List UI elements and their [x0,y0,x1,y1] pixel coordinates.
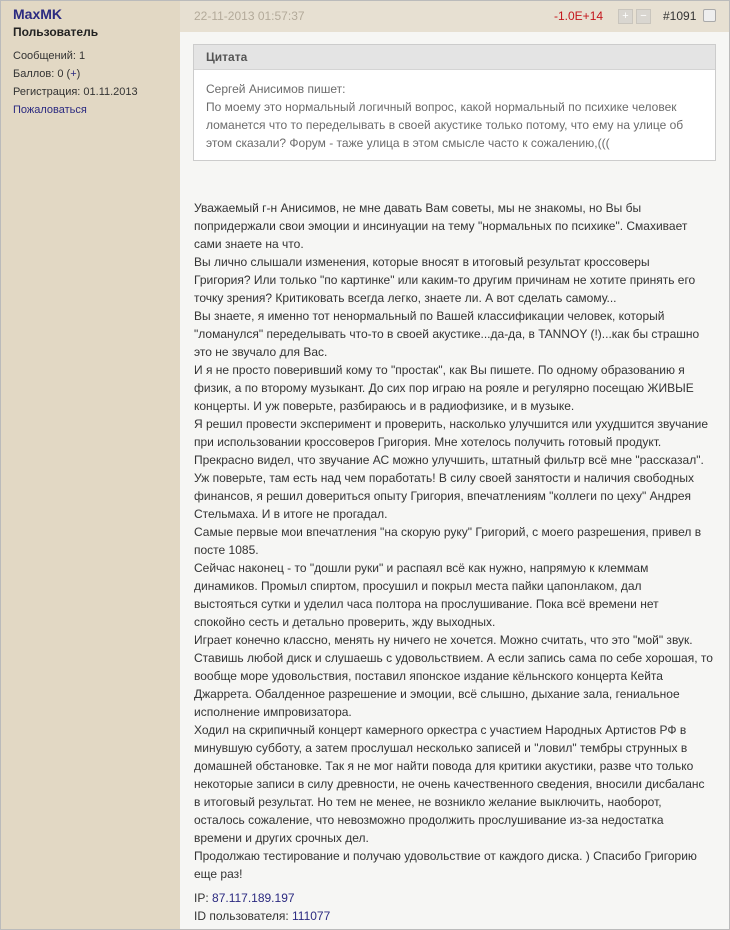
body-line: Джаррета. Обалденное разрешение и эмоции, всё слышно, дыхание зала, гениальное [194,687,680,701]
body-line: некоторые записи в силу древности, не очень качественного сведения, вносили дисбаланс [194,777,705,791]
body-line: Я решил провести эксперимент и проверить, насколько улучшится или ухудшится звучание [194,417,709,431]
body-line: осталось сожаление, что невозможно продолжить прослушивание из-за недостатка [194,813,664,827]
body-line: И я не просто поверивший кому то "простак", как Вы пишете. По одному образованию я [194,363,685,377]
body-line: Уважаемый г-н Анисимов, не мне давать Вам советы, мы не знакомы, но Вы бы [194,201,642,215]
body-line: Ставишь любой диск и слушаешь с удовольствием. А если запись сама по себе хорошая, то [194,651,713,665]
body-line: исполнение импровизатора. [194,705,352,719]
post-date: 22-11-2013 01:57:37 [194,9,305,23]
body-line: Вы лично слышали изменения, которые вносят в итоговый результат кроссоверы [194,255,650,269]
body-line: концерты. И уж поверьте, разбираюсь и в радиофизике, и в музыке. [194,399,575,413]
body-line: выстояться сутки и уделил часа полтора на прослушивание. Пока всё времени нет [194,597,659,611]
body-line: спокойно сесть и детально проверить, жду выходных. [194,615,496,629]
username-link[interactable]: MaxMK [13,6,63,22]
body-line: Вы знаете, я именно тот ненормальный по Вашей классификации человек, который [194,309,665,323]
body-line: домашней обстановке. Так я не мог найти повода для критики акустики, разве что только [194,759,694,773]
quote-line: ломанется что то переделывать в своей акустике только потому, что ему на улице об [206,118,684,132]
body-line: попридержали свои эмоции и инсинуации на тему "нормальных по психике". Смахивает [194,219,688,233]
body-line: Стельмаха. И в итоге не прогадал. [194,507,388,521]
message-count: Сообщений: 1 [13,50,86,62]
body-line: Ходил на скрипичный концерт камерного оркестра с участием Народных Артистов РФ в [194,723,687,737]
body-line: Самые первые мои впечатления "на скорую руку" Григорий, с моего разрешения, привел в [194,525,702,539]
quote-line: Сергей Анисимов пишет: [206,82,346,96]
user-id-label: ID пользователя: [194,909,292,923]
body-line: сами знаете на что. [194,237,304,251]
body-line: времени и других срочных дел. [194,831,369,845]
body-line: в итоговый результат. Но тем не менее, не возникло желание выключить, наоборот, [194,795,662,809]
body-line: минувшую субботу, а затем прослушал несколько записей и "ловил" тембры струнных в [194,741,688,755]
body-line: при использовании кроссоверов Григория. Мне хотелось получить готовый продукт. [194,435,662,449]
quote-title: Цитата [194,45,715,70]
ip-link[interactable]: 87.117.189.197 [212,891,295,905]
body-line: Прекрасно видел, что звучание АС можно улучшить, штатный фильтр всё мне "рассказал". [194,453,704,467]
points-label: Баллов: 0 ( [13,68,71,80]
points-close: ) [76,68,81,80]
vote-down-button[interactable]: − [636,9,651,24]
body-line: "ломанулся" переделывать что-то в своей акустике...да-да, в TANNOY (!)...как бы страшно [194,327,700,341]
body-line: еще раз! [194,867,243,881]
quote-line: этом сказали? Форум - таже улица в этом смысле часто к сожалению,((( [206,136,610,150]
body-line: финансов, я решил довериться опыту Григория, впечатлениям "коллеги по цеху" Андрея [194,489,692,503]
registration-date: Регистрация: 01.11.2013 [13,86,138,98]
ip-label: IP: [194,891,213,905]
body-line: точку зрения? Критиковать всегда легко, знаете ли. А вот сделать самому... [194,291,617,305]
add-point-link[interactable]: + [70,68,77,80]
body-line: Продолжаю тестирование и получаю удовольствие от каждого диска. ) Спасибо Григорию [194,849,697,863]
body-line: это не звучало для Вас. [194,345,328,359]
user-role: Пользователь [13,25,99,39]
body-line: вообще море удовольствия, поставил японское издание кёльнского концерта Кейта [194,669,663,683]
body-line: физик, а по второму музыкант. До сих пор играю на рояле и регулярно посещаю ЖИВЫЕ [194,381,694,395]
body-line: посте 1085. [194,543,259,557]
body-line: Сейчас наконец - то "дошли руки" и распаял всё как нужно, напрямую к клеммам [194,561,649,575]
body-line: Уж поверьте, там есть над чем поработать! В силу своей занятости и наличия свободных [194,471,695,485]
user-id-link[interactable]: 111077 [292,909,331,923]
body-line: Играет конечно классно, менять ну ничего не хочется. Можно считать, что это "мой" звук. [194,633,693,647]
body-line: динамиков. Промыл спиртом, просушил и покрыл места пайки цапонлаком, дал [194,579,642,593]
post-score: -1.0E+14 [554,9,604,23]
vote-up-button[interactable]: + [618,9,633,24]
quote-line: По моему это нормальный логичный вопрос, какой нормальный по психике человек [206,100,677,114]
post-number-link[interactable]: #1091 [663,9,697,23]
body-line: Григория? Или только "по картинке" или каким-то другим причинам не хотите принять его [194,273,696,287]
report-link[interactable]: Пожаловаться [13,104,87,116]
